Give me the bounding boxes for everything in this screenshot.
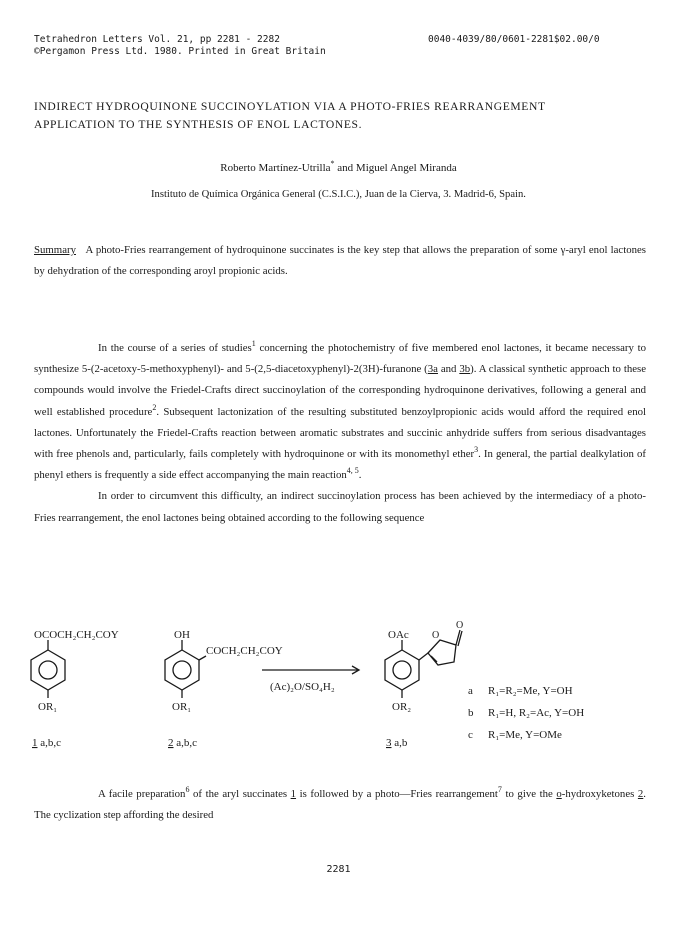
text-run: -hydroxyketones (561, 788, 638, 800)
text-run: to give the (501, 788, 557, 800)
bond (419, 653, 428, 660)
benzene-ring-2 (165, 650, 199, 690)
s1-substituent: OCOCH₂CH₂COY (34, 629, 119, 641)
aromatic-circle-1 (39, 661, 57, 679)
page-number: 2281 (326, 864, 351, 875)
aromatic-circle-2 (173, 661, 191, 679)
s2-label: 2 a,b,c (168, 737, 198, 749)
s1-bottom: OR₁ (38, 701, 58, 713)
legend-text-a: R₁=R₂=Me, Y=OH (488, 685, 573, 697)
summary-block (34, 240, 646, 282)
legend-key-c: c (468, 729, 473, 741)
s3-acetoxy: OAc (388, 629, 409, 641)
s2-hydroxy: OH (174, 629, 190, 641)
reference-mark: 2 (152, 402, 157, 412)
legend-text-b: R₁=H, R₂=Ac, Y=OH (488, 707, 585, 719)
aromatic-circle-3 (393, 661, 411, 679)
legend-key-a: a (468, 685, 473, 697)
body-text-top (34, 338, 646, 529)
text-run: of the aryl succinates (189, 788, 291, 800)
summary-label: Summary (34, 244, 76, 256)
author-2: Miguel Angel Miranda (355, 162, 457, 174)
paragraph-3 (34, 784, 646, 826)
author-line (0, 159, 677, 174)
text-run: . The cyclization step affording the desired (34, 788, 646, 821)
journal-line: Tetrahedron Letters Vol. 21, pp 2281 - 2282 (34, 34, 280, 45)
s3-bottom: OR₂ (392, 701, 412, 713)
s3-ring-oxygen: O (432, 630, 440, 641)
text-run: concerning the photochemistry of five membered enol lactones, it became necessary to synthesize 5-(2-acetoxy-5-methoxyphenyl)- and 5-(2,5-diacetoxyphenyl)-2(3H)-furanone ( (34, 342, 646, 376)
affiliation: Instituto de Química Orgánica General (C.S.I.C.), Juan de la Cierva, 3. Madrid-6, Spain. (151, 189, 526, 200)
text-run: In the course of a series of studies (98, 342, 252, 354)
text-run: . In general, the partial dealkylation of phenyl ethers is frequently a side effect accompanying the main reaction (34, 448, 646, 482)
lactone-ring (428, 640, 456, 665)
article-title (34, 98, 646, 134)
reference-mark: 7 (497, 785, 502, 794)
body-text-bottom (34, 784, 646, 826)
s3-label: 3 a,b (386, 737, 408, 749)
s1-label: 1 a,b,c (32, 737, 62, 749)
benzene-ring-1 (31, 650, 65, 690)
text-run: ). A classical synthetic approach to these compounds would involve the Friedel-Crafts direct succinoylation of the corresponding hydroquinone derivatives, following a general and well established procedure (34, 363, 646, 418)
author-1: Roberto Martínez-Utrilla (220, 162, 331, 174)
paragraph-1 (34, 338, 646, 486)
legend-text-c: R₁=Me, Y=OMe (488, 729, 562, 741)
paragraph-2: In order to circumvent this difficulty, an indirect succinoylation process has been achieved by the intermediacy of a photo-Fries rearrangement, the enol lactones being obtained according to the following sequence (34, 490, 646, 524)
reagent: (Ac)₂O/SO₄H₂ (270, 681, 335, 693)
compound-ref: 2 (637, 788, 644, 800)
reference-mark: 6 (185, 785, 190, 794)
compound-ref: 3a (427, 363, 438, 376)
author-and: and (334, 162, 356, 174)
text-run: . Subsequent lactonization of the resulting substituted benzoylpropionic acids would afford the required enol lactones. Unfortunately the Friedel-Crafts reaction between aromatic substrates and succinic anhydride suffers from serious disadvantages with free phenols and, particularly, fails completely with hydroquinone or with its monomethyl ether (34, 405, 646, 461)
text-run: o (556, 788, 562, 800)
compound-ref: 3b (459, 363, 471, 376)
reaction-scheme (30, 618, 650, 768)
legend-key-b: b (468, 707, 474, 719)
scheme-drawing (30, 618, 650, 768)
publisher-line: ©Pergamon Press Ltd. 1980. Printed in Great Britain (34, 46, 326, 57)
bond (199, 656, 206, 660)
s2-substituent: COCH₂CH₂COY (206, 645, 283, 657)
reference-mark: 1 (251, 339, 256, 348)
corresponding-mark: * (330, 159, 335, 168)
reference-mark: 3 (474, 445, 479, 455)
s3-carbonyl-oxygen: O (456, 620, 464, 631)
benzene-ring-3 (385, 650, 419, 690)
reference-mark: 4, 5 (346, 466, 359, 476)
summary-text: A photo-Fries rearrangement of hydroquinone succinates is the key step that allows the preparation of some γ-aryl enol lactones by dehydration of the corresponding aroyl propionic acids. (34, 244, 646, 277)
title-line-2: APPLICATION TO THE SYNTHESIS OF ENOL LACTONES. (34, 118, 363, 131)
title-line-1: INDIRECT HYDROQUINONE SUCCINOYLATION VIA A PHOTO-FRIES REARRANGEMENT (34, 100, 546, 113)
s2-bottom: OR₁ (172, 701, 192, 713)
compound-ref: 1 (290, 788, 297, 800)
text-run: is followed by a photo—Fries rearrangement (296, 788, 498, 800)
text-run: . (358, 469, 362, 482)
article-code: 0040-4039/80/0601-2281$02.00/0 (428, 34, 600, 45)
text-run: A facile preparation (98, 788, 186, 800)
text-run: and (437, 363, 460, 376)
